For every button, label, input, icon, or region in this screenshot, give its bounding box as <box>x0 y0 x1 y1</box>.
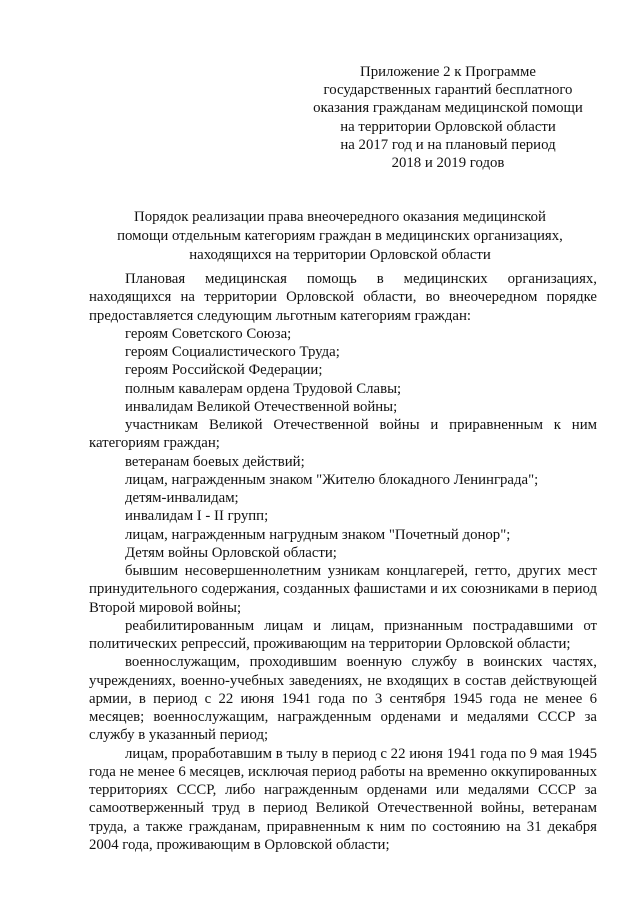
title-line: помощи отдельным категориям граждан в медицинских организациях, <box>117 228 563 244</box>
list-item: детям-инвалидам; <box>125 490 239 506</box>
appendix-line: на 2017 год и на плановый период <box>340 136 556 153</box>
list-item: реабилитированным лицам и лицам, признанным пострадавшими от политических репрессий, проживающим на территории Орловской области; <box>89 617 597 652</box>
list-item: Детям войны Орловской области; <box>125 544 337 561</box>
title-line: находящихся на территории Орловской области <box>189 247 491 263</box>
list-item: лицам, награжденным нагрудным знаком "Почетный донор"; <box>125 526 511 543</box>
list-item: героям Российской Федерации; <box>125 362 323 379</box>
document-title <box>90 208 590 265</box>
list-item: ветеранам боевых действий; <box>125 453 305 470</box>
appendix-line: на территории Орловской области <box>340 118 556 135</box>
appendix-line: государственных гарантий бесплатного <box>323 82 573 99</box>
list-item: лицам, проработавшим в тылу в период с 22 июня 1941 года по 9 мая 1945 года не менее 6 месяцев, исключая период работы на временно оккупированных территориях СССР, либо награжденным орденами или медалями СССР за самоотверженный труд в период Великой Отечественной войны, ветеранам труда, а также гражданам, приравненным к ним по состоянию на 31 декабря 2004 года, проживающим в Орловской области; <box>89 745 597 853</box>
appendix-line: 2018 и 2019 годов <box>391 155 505 172</box>
appendix-reference <box>298 63 598 172</box>
appendix-line: оказания гражданам медицинской помощи <box>313 100 583 117</box>
appendix-line: Приложение 2 к Программе <box>360 64 536 80</box>
list-item: героям Социалистического Труда; <box>125 344 340 360</box>
list-item: военнослужащим, проходившим военную службу в воинских частях, учреждениях, военно-учебных заведениях, не входящих в состав действующей армии, в период с 22 июня 1941 года по 3 сентября 1945 года не менее 6 месяцев; военнослужащим, награжденным орденами и медалями СССР за службу в указанный период; <box>89 654 597 744</box>
list-item: лицам, награжденным знаком "Жителю блокадного Ленинграда"; <box>125 471 539 488</box>
list-item: бывшим несовершеннолетним узникам концлагерей, гетто, других мест принудительного содержания, созданных фашистами и их союзниками в период Второй мировой войны; <box>89 563 597 616</box>
list-item: инвалидам Великой Отечественной войны; <box>125 398 398 415</box>
document-body <box>89 270 597 854</box>
title-line: Порядок реализации права внеочередного оказания медицинской <box>134 209 546 225</box>
list-item: героям Советского Союза; <box>125 325 292 342</box>
list-item: полным кавалерам ордена Трудовой Славы; <box>125 380 402 397</box>
intro-paragraph: Плановая медицинская помощь в медицинских организациях, находящихся на территории Орловской области, во внеочередном порядке предоставляется следующим льготным категориям граждан: <box>89 271 597 324</box>
list-item: участникам Великой Отечественной войны и приравненным к ним категориям граждан; <box>89 417 597 452</box>
list-item: инвалидам I - II групп; <box>125 508 269 525</box>
